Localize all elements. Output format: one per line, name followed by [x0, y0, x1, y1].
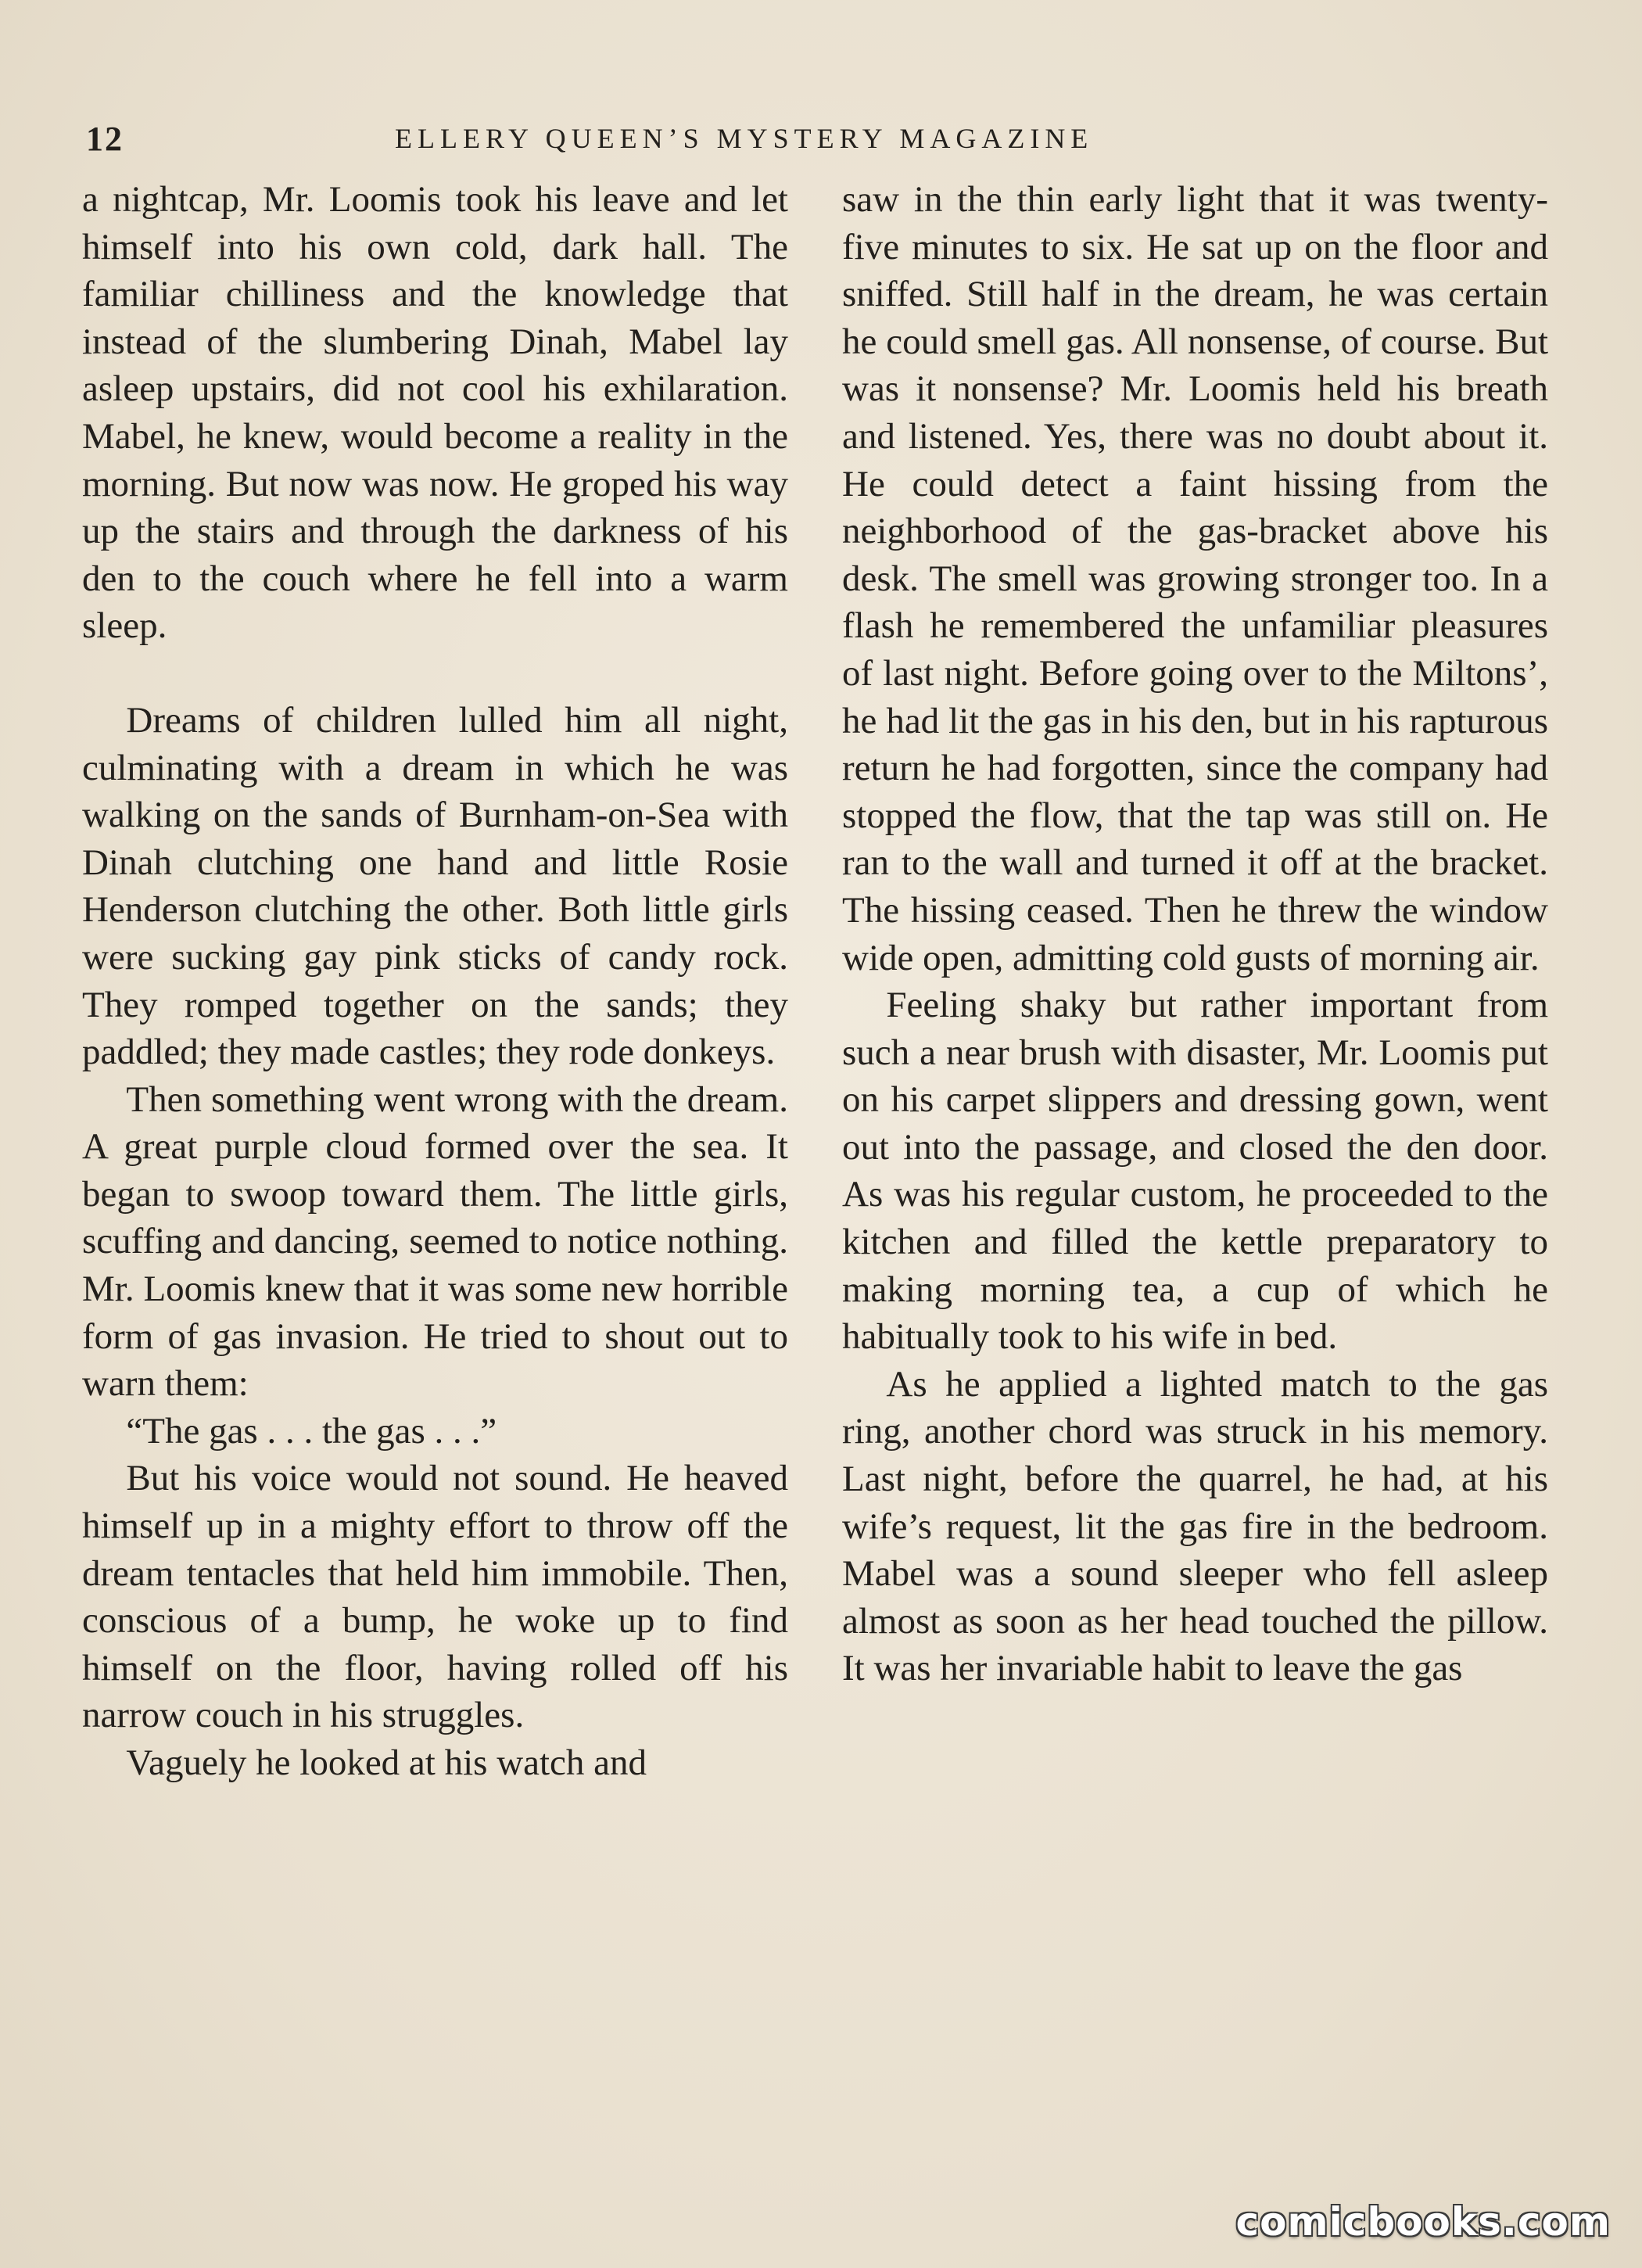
- page-number: 12: [86, 120, 124, 158]
- paragraph: “The gas . . . the gas . . .”: [126, 1410, 497, 1452]
- left-column: [82, 176, 788, 1787]
- paragraph: As he applied a lighted match to the gas ring, another chord was struck in his memory. Last night, before the quarrel, he had, at his wife’s request, lit the gas fire in the bedroom. Mabel was a sound sleeper who fell asleep almost as soon as her head touched the pillow. It was her invariable habit to leave the gas: [842, 1363, 1548, 1689]
- right-column: [842, 176, 1548, 1692]
- paragraph: Then something went wrong with the dream. A great purple cloud formed over the sea. It began to swoop toward them. The little girls, scuffing and dancing, seemed to notice nothing. Mr. Loomis knew that it was some new horrible form of gas invasion. He tried to shout out to warn them:: [82, 1078, 788, 1405]
- paragraph: Feeling shaky but rather important from such a near brush with disaster, Mr. Loomis put on his carpet slippers and dressing gown, went out into the passage, and closed the den door. As was his regular custom, he proceeded to the kitchen and filled the kettle preparatory to making morning tea, a cup of which he habitually took to his wife in bed.: [842, 985, 1548, 1358]
- paragraph: But his voice would not sound. He heaved himself up in a mighty effort to throw off the dream tentacles that held him immobile. Then, conscious of a bump, he woke up to find himself on the floor, having rolled off his narrow couch in his struggles.: [82, 1458, 788, 1736]
- paragraph: Vaguely he looked at his watch and: [126, 1742, 647, 1783]
- running-header: [86, 119, 1540, 166]
- paragraph: saw in the thin early light that it was twenty-five minutes to six. He sat up on the floor and sniffed. Still half in the dream, he was certain he could smell gas. All nonsense, of course. But was it nonsense? Mr. Loomis held his breath and listened. Yes, there was no doubt about it. He could detect a faint hissing from the neighborhood of the gas-bracket above his desk. The smell was growing stronger too. In a flash he remembered the unfamiliar pleasures of last night. Before going over to the Miltons’, he had lit the gas in his den, but in his rapturous return he had forgotten, since the company had stopped the flow, that the tap was still on. He ran to the wall and turned it off at the bracket. The hissing ceased. Then he threw the window wide open, admitting cold gusts of morning air.: [842, 179, 1548, 978]
- site-watermark: comicbooks.com: [1235, 2199, 1611, 2245]
- running-head-title: ELLERY QUEEN’S MYSTERY MAGAZINE: [395, 123, 1094, 154]
- paragraph: a nightcap, Mr. Loomis took his leave and let himself into his own cold, dark hall. The familiar chilliness and the knowledge that instead of the slumbering Dinah, Mabel lay asleep upstairs, did not cool his exhilaration. Mabel, he knew, would become a reality in the morning. But now was now. He groped his way up the stairs and through the darkness of his den to the couch where he fell into a warm sleep.: [82, 179, 788, 647]
- paragraph: Dreams of children lulled him all night, culminating with a dream in which he was walking on the sands of Burnham-on-Sea with Dinah clutching one hand and little Rosie Henderson clutching the other. Both little girls were sucking gay pink sticks of candy rock. They romped together on the sands; they paddled; they made castles; they rode donkeys.: [82, 699, 788, 1073]
